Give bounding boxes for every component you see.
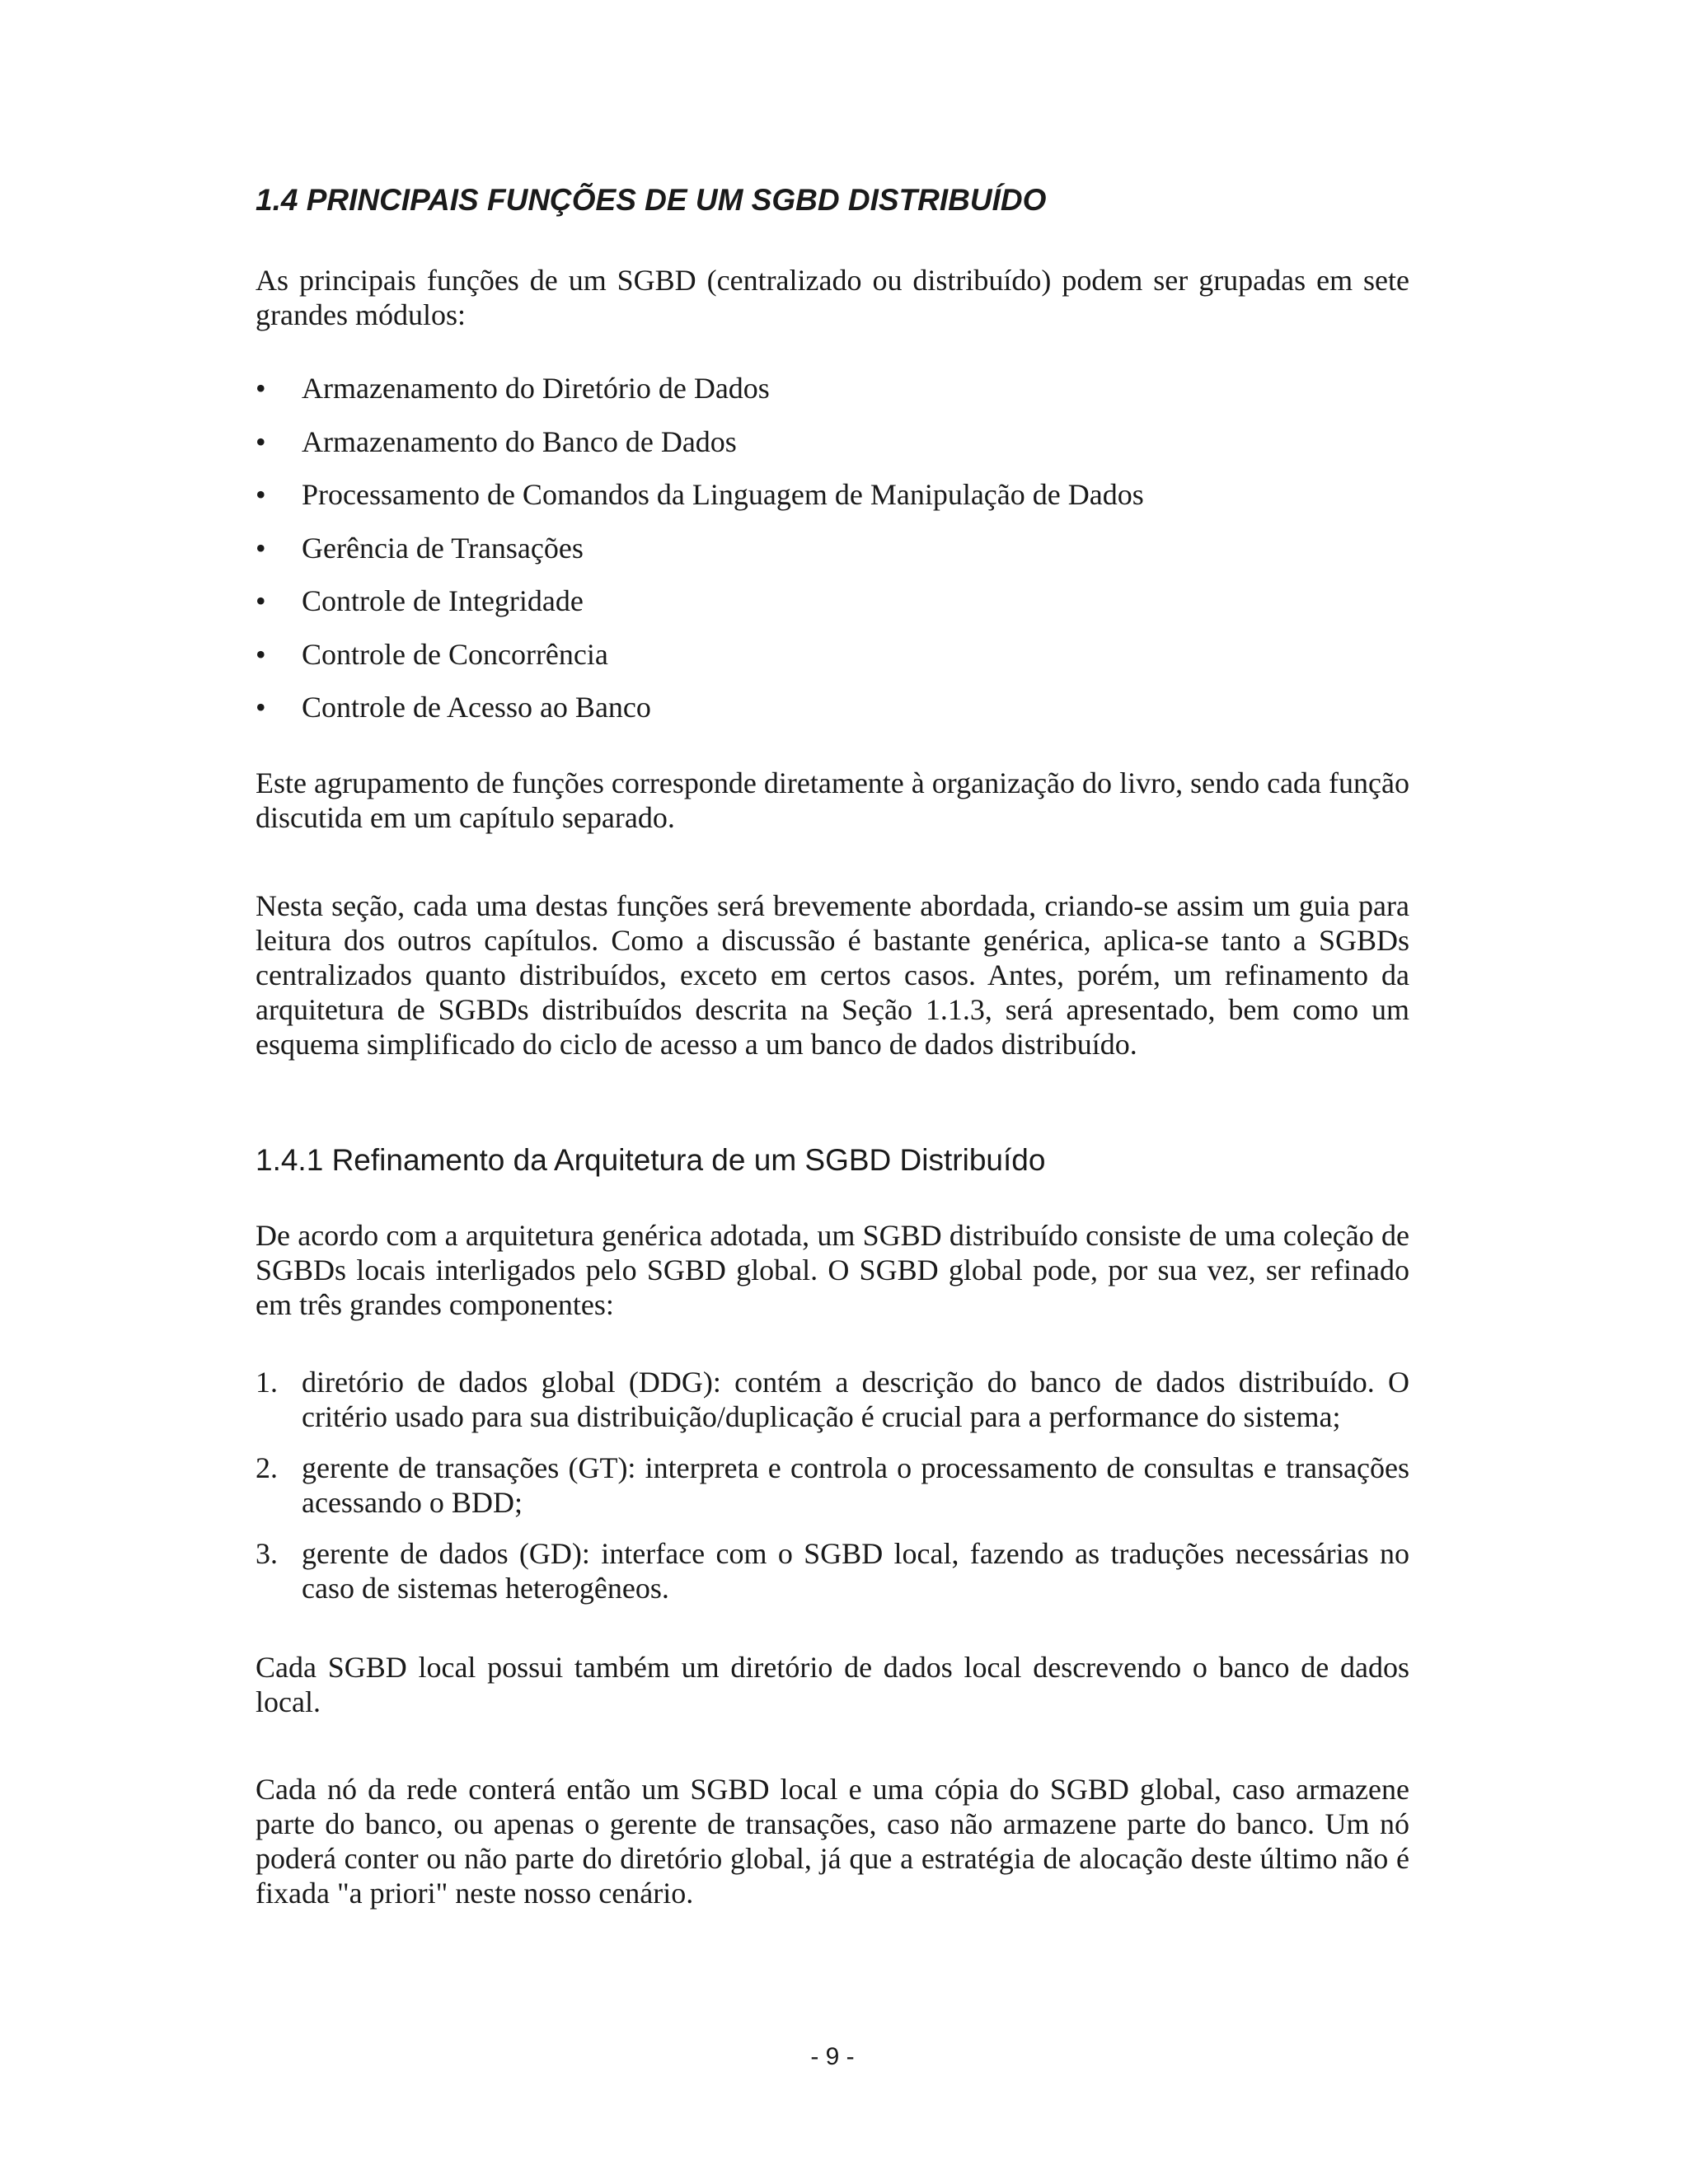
intro-paragraph: As principais funções de um SGBD (centralizado ou distribuído) podem ser grupadas em sete grandes módulos: [256,264,1409,331]
list-item-number: 1. [256,1366,278,1399]
components-list [256,1365,1409,1622]
list-item-number: 3. [256,1537,278,1570]
list-item [256,690,1409,743]
list-item-text: Armazenamento do Diretório de Dados [302,372,770,405]
module-list [256,371,1409,743]
document-page [256,0,1409,2184]
list-item [256,583,1409,637]
list-item-text: Armazenamento do Banco de Dados [302,424,737,458]
architecture-paragraph: De acordo com a arquitetura genérica adotada, um SGBD distribuído consiste de uma coleção de SGBDs locais interligados pelo SGBD global. O SGBD global pode, por sua vez, ser refinado em três grandes componentes: [256,1219,1409,1321]
section-title: 1.4 PRINCIPAIS FUNÇÕES DE UM SGBD DISTRIBUÍDO [256,183,1047,217]
list-item-text: Controle de Integridade [302,584,584,617]
section-overview-paragraph: Nesta seção, cada uma destas funções será brevemente abordada, criando-se assim um guia para leitura dos outros capítulos. Como a discussão é bastante genérica, aplica-se tanto a SGBDs centralizados quanto distribuídos, exceto em certos casos. Antes, porém, um refinamento da arquitetura de SGBDs distribuídos descrita na Seção 1.1.3, será apresentado, bem como um esquema simplificado do ciclo de acesso a um banco de dados distribuído. [256,889,1409,1061]
bullet-icon: • [256,584,266,617]
bullet-icon: • [256,372,266,405]
local-directory-paragraph: Cada SGBD local possui também um diretório de dados local descrevendo o banco de dados local. [256,1651,1409,1718]
subsection-title: 1.4.1 Refinamento da Arquitetura de um SGBD Distribuído [256,1143,1046,1177]
network-node-paragraph: Cada nó da rede conterá então um SGBD local e uma cópia do SGBD global, caso armazene parte do banco, ou apenas o gerente de transações, caso não armazene parte do banco. Um nó poderá conter ou não parte do diretório global, já que a estratégia de alocação deste último não é fixada "a priori" neste nosso cenário. [256,1773,1409,1910]
list-item [256,1365,1409,1434]
list-item-text: Gerência de Transações [302,531,584,565]
list-item-text: gerente de transações (GT): interpreta e controla o processamento de consultas e transações acessando o BDD; [302,1451,1409,1519]
list-item-text: Controle de Acesso ao Banco [302,691,651,724]
list-item-text: Controle de Concorrência [302,637,608,671]
list-item-text: diretório de dados global (DDG): contém a descrição do banco de dados distribuído. O critério usado para sua distribuição/duplicação é crucial para a performance do sistema; [302,1366,1409,1433]
list-item [256,477,1409,531]
bullet-icon: • [256,691,266,724]
list-item-number: 2. [256,1451,278,1484]
list-item [256,1451,1409,1520]
list-item [256,1536,1409,1605]
list-item [256,371,1409,424]
bullet-icon: • [256,478,266,511]
list-item [256,531,1409,584]
list-item-text: Processamento de Comandos da Linguagem de Manipulação de Dados [302,478,1144,511]
bullet-icon: • [256,531,266,565]
list-item [256,637,1409,691]
grouping-paragraph: Este agrupamento de funções corresponde diretamente à organização do livro, sendo cada função discutida em um capítulo separado. [256,766,1409,834]
page-number: - 9 - [810,2043,855,2070]
bullet-icon: • [256,637,266,671]
list-item-text: gerente de dados (GD): interface com o SGBD local, fazendo as traduções necessárias no caso de sistemas heterogêneos. [302,1537,1409,1605]
list-item [256,424,1409,478]
bullet-icon: • [256,424,266,458]
